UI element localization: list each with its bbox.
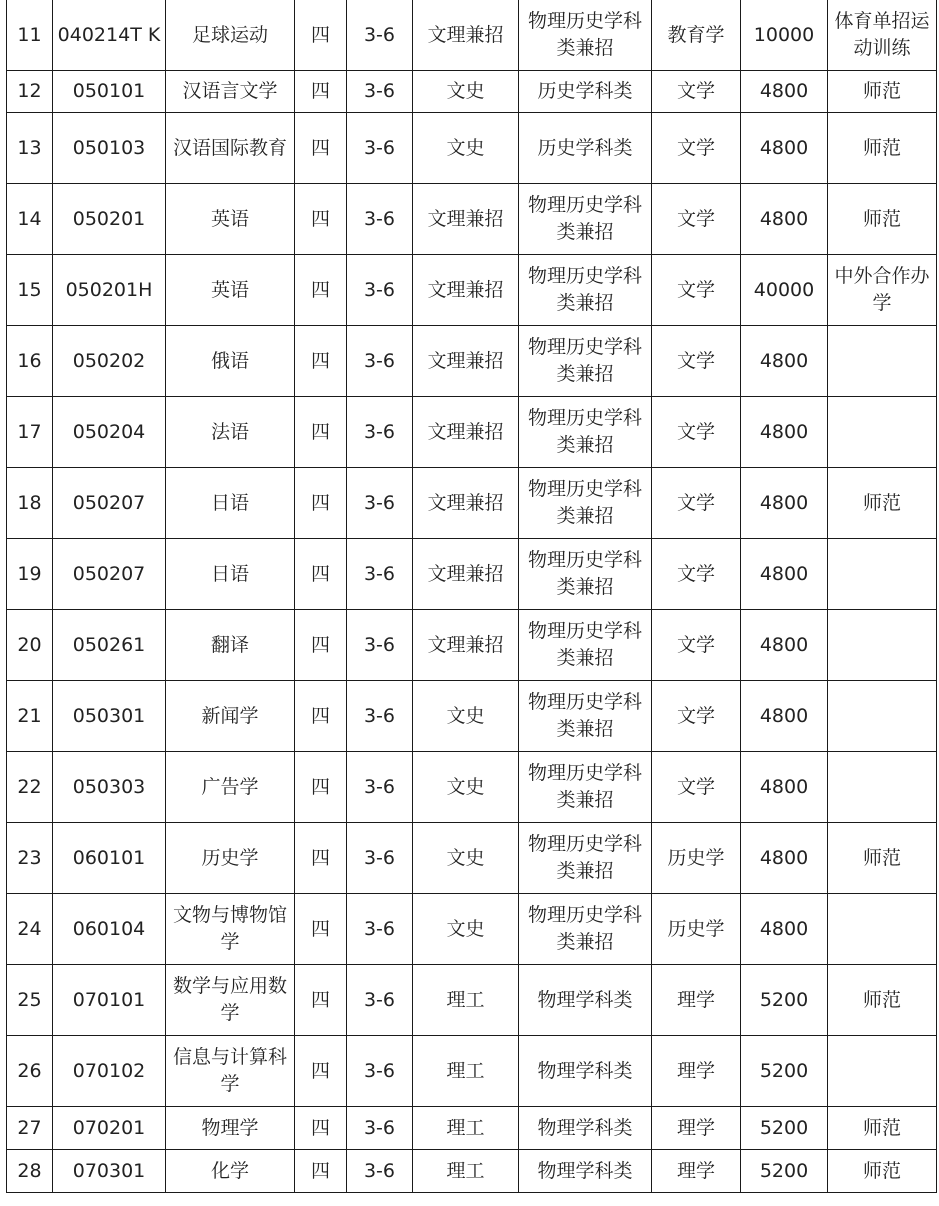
subject-requirement-cell: 物理历史学科类兼招 bbox=[519, 752, 652, 823]
tuition-cell: 10000 bbox=[741, 0, 828, 71]
admission-category-cell: 文史 bbox=[413, 71, 519, 113]
discipline-cell: 文学 bbox=[652, 255, 741, 326]
admission-category-cell: 文理兼招 bbox=[413, 539, 519, 610]
schooling-type-cell: 四 bbox=[295, 823, 347, 894]
table-row bbox=[7, 0, 937, 71]
schooling-type-cell: 四 bbox=[295, 184, 347, 255]
row-number-cell: 19 bbox=[7, 539, 53, 610]
study-duration-cell: 3-6 bbox=[347, 397, 413, 468]
schooling-type-cell: 四 bbox=[295, 610, 347, 681]
table-row bbox=[7, 468, 937, 539]
schooling-type-cell: 四 bbox=[295, 1036, 347, 1107]
table-row bbox=[7, 610, 937, 681]
major-name-cell: 数学与应用数学 bbox=[166, 965, 295, 1036]
table-row bbox=[7, 326, 937, 397]
tuition-cell: 4800 bbox=[741, 113, 828, 184]
admission-category-cell: 文理兼招 bbox=[413, 326, 519, 397]
subject-requirement-cell: 历史学科类 bbox=[519, 113, 652, 184]
major-code-cell: 050207 bbox=[53, 468, 166, 539]
major-code-cell: 070301 bbox=[53, 1150, 166, 1193]
schooling-type-cell: 四 bbox=[295, 0, 347, 71]
row-number-cell: 25 bbox=[7, 965, 53, 1036]
subject-requirement-cell: 物理历史学科类兼招 bbox=[519, 894, 652, 965]
table-row bbox=[7, 1036, 937, 1107]
study-duration-cell: 3-6 bbox=[347, 823, 413, 894]
table-row bbox=[7, 184, 937, 255]
admission-category-cell: 文史 bbox=[413, 752, 519, 823]
major-name-cell: 日语 bbox=[166, 539, 295, 610]
tuition-cell: 5200 bbox=[741, 965, 828, 1036]
major-name-cell: 历史学 bbox=[166, 823, 295, 894]
subject-requirement-cell: 物理历史学科类兼招 bbox=[519, 184, 652, 255]
note-cell bbox=[828, 397, 937, 468]
discipline-cell: 文学 bbox=[652, 184, 741, 255]
table-row bbox=[7, 823, 937, 894]
major-name-cell: 法语 bbox=[166, 397, 295, 468]
subject-requirement-cell: 物理历史学科类兼招 bbox=[519, 326, 652, 397]
row-number-cell: 26 bbox=[7, 1036, 53, 1107]
subject-requirement-cell: 物理历史学科类兼招 bbox=[519, 823, 652, 894]
study-duration-cell: 3-6 bbox=[347, 326, 413, 397]
note-cell bbox=[828, 610, 937, 681]
tuition-cell: 4800 bbox=[741, 539, 828, 610]
major-code-cell: 050261 bbox=[53, 610, 166, 681]
note-cell: 师范 bbox=[828, 1107, 937, 1150]
subject-requirement-cell: 物理学科类 bbox=[519, 1150, 652, 1193]
study-duration-cell: 3-6 bbox=[347, 0, 413, 71]
note-cell: 中外合作办学 bbox=[828, 255, 937, 326]
study-duration-cell: 3-6 bbox=[347, 1107, 413, 1150]
table-row bbox=[7, 1150, 937, 1193]
study-duration-cell: 3-6 bbox=[347, 71, 413, 113]
discipline-cell: 文学 bbox=[652, 71, 741, 113]
tuition-cell: 5200 bbox=[741, 1107, 828, 1150]
row-number-cell: 27 bbox=[7, 1107, 53, 1150]
discipline-cell: 历史学 bbox=[652, 894, 741, 965]
note-cell: 师范 bbox=[828, 468, 937, 539]
row-number-cell: 15 bbox=[7, 255, 53, 326]
schooling-type-cell: 四 bbox=[295, 326, 347, 397]
schooling-type-cell: 四 bbox=[295, 1107, 347, 1150]
admission-category-cell: 文史 bbox=[413, 681, 519, 752]
study-duration-cell: 3-6 bbox=[347, 752, 413, 823]
tuition-cell: 4800 bbox=[741, 823, 828, 894]
major-code-cell: 040214T K bbox=[53, 0, 166, 71]
note-cell bbox=[828, 681, 937, 752]
major-name-cell: 信息与计算科学 bbox=[166, 1036, 295, 1107]
subject-requirement-cell: 物理历史学科类兼招 bbox=[519, 0, 652, 71]
tuition-cell: 4800 bbox=[741, 752, 828, 823]
discipline-cell: 文学 bbox=[652, 113, 741, 184]
subject-requirement-cell: 物理历史学科类兼招 bbox=[519, 610, 652, 681]
table-row bbox=[7, 255, 937, 326]
study-duration-cell: 3-6 bbox=[347, 610, 413, 681]
table-row bbox=[7, 397, 937, 468]
subject-requirement-cell: 物理历史学科类兼招 bbox=[519, 681, 652, 752]
tuition-cell: 4800 bbox=[741, 326, 828, 397]
study-duration-cell: 3-6 bbox=[347, 1150, 413, 1193]
major-code-cell: 050301 bbox=[53, 681, 166, 752]
tuition-cell: 40000 bbox=[741, 255, 828, 326]
major-name-cell: 文物与博物馆学 bbox=[166, 894, 295, 965]
note-cell bbox=[828, 1036, 937, 1107]
row-number-cell: 14 bbox=[7, 184, 53, 255]
table-row bbox=[7, 539, 937, 610]
schooling-type-cell: 四 bbox=[295, 681, 347, 752]
row-number-cell: 24 bbox=[7, 894, 53, 965]
major-name-cell: 英语 bbox=[166, 255, 295, 326]
study-duration-cell: 3-6 bbox=[347, 184, 413, 255]
tuition-cell: 4800 bbox=[741, 397, 828, 468]
major-code-cell: 070102 bbox=[53, 1036, 166, 1107]
study-duration-cell: 3-6 bbox=[347, 255, 413, 326]
schooling-type-cell: 四 bbox=[295, 894, 347, 965]
tuition-cell: 4800 bbox=[741, 71, 828, 113]
major-code-cell: 050103 bbox=[53, 113, 166, 184]
majors-table bbox=[6, 0, 937, 1193]
row-number-cell: 23 bbox=[7, 823, 53, 894]
subject-requirement-cell: 物理学科类 bbox=[519, 965, 652, 1036]
admission-category-cell: 文史 bbox=[413, 894, 519, 965]
study-duration-cell: 3-6 bbox=[347, 894, 413, 965]
discipline-cell: 理学 bbox=[652, 1107, 741, 1150]
table-row bbox=[7, 71, 937, 113]
note-cell: 体育单招运动训练 bbox=[828, 0, 937, 71]
major-code-cell: 060101 bbox=[53, 823, 166, 894]
admission-category-cell: 文史 bbox=[413, 113, 519, 184]
major-code-cell: 050201H bbox=[53, 255, 166, 326]
row-number-cell: 21 bbox=[7, 681, 53, 752]
tuition-cell: 5200 bbox=[741, 1036, 828, 1107]
row-number-cell: 12 bbox=[7, 71, 53, 113]
study-duration-cell: 3-6 bbox=[347, 681, 413, 752]
discipline-cell: 历史学 bbox=[652, 823, 741, 894]
discipline-cell: 理学 bbox=[652, 1036, 741, 1107]
major-code-cell: 050207 bbox=[53, 539, 166, 610]
major-code-cell: 050303 bbox=[53, 752, 166, 823]
major-code-cell: 050201 bbox=[53, 184, 166, 255]
table-row bbox=[7, 894, 937, 965]
schooling-type-cell: 四 bbox=[295, 71, 347, 113]
schooling-type-cell: 四 bbox=[295, 539, 347, 610]
discipline-cell: 文学 bbox=[652, 681, 741, 752]
note-cell: 师范 bbox=[828, 1150, 937, 1193]
major-code-cell: 060104 bbox=[53, 894, 166, 965]
tuition-cell: 5200 bbox=[741, 1150, 828, 1193]
major-name-cell: 汉语言文学 bbox=[166, 71, 295, 113]
row-number-cell: 16 bbox=[7, 326, 53, 397]
study-duration-cell: 3-6 bbox=[347, 965, 413, 1036]
admission-category-cell: 文理兼招 bbox=[413, 255, 519, 326]
major-name-cell: 广告学 bbox=[166, 752, 295, 823]
study-duration-cell: 3-6 bbox=[347, 113, 413, 184]
subject-requirement-cell: 物理历史学科类兼招 bbox=[519, 397, 652, 468]
row-number-cell: 22 bbox=[7, 752, 53, 823]
note-cell: 师范 bbox=[828, 823, 937, 894]
discipline-cell: 文学 bbox=[652, 752, 741, 823]
note-cell bbox=[828, 539, 937, 610]
major-code-cell: 050202 bbox=[53, 326, 166, 397]
note-cell: 师范 bbox=[828, 113, 937, 184]
note-cell bbox=[828, 752, 937, 823]
schooling-type-cell: 四 bbox=[295, 752, 347, 823]
study-duration-cell: 3-6 bbox=[347, 539, 413, 610]
subject-requirement-cell: 物理历史学科类兼招 bbox=[519, 539, 652, 610]
tuition-cell: 4800 bbox=[741, 468, 828, 539]
major-name-cell: 物理学 bbox=[166, 1107, 295, 1150]
table-row bbox=[7, 752, 937, 823]
note-cell bbox=[828, 326, 937, 397]
table-body bbox=[7, 0, 937, 1193]
tuition-cell: 4800 bbox=[741, 610, 828, 681]
discipline-cell: 文学 bbox=[652, 539, 741, 610]
admission-category-cell: 文理兼招 bbox=[413, 0, 519, 71]
major-code-cell: 070101 bbox=[53, 965, 166, 1036]
study-duration-cell: 3-6 bbox=[347, 468, 413, 539]
discipline-cell: 文学 bbox=[652, 468, 741, 539]
subject-requirement-cell: 物理学科类 bbox=[519, 1107, 652, 1150]
tuition-cell: 4800 bbox=[741, 184, 828, 255]
schooling-type-cell: 四 bbox=[295, 965, 347, 1036]
study-duration-cell: 3-6 bbox=[347, 1036, 413, 1107]
major-name-cell: 俄语 bbox=[166, 326, 295, 397]
tuition-cell: 4800 bbox=[741, 681, 828, 752]
note-cell: 师范 bbox=[828, 184, 937, 255]
table-row bbox=[7, 681, 937, 752]
discipline-cell: 文学 bbox=[652, 326, 741, 397]
table-row bbox=[7, 1107, 937, 1150]
major-name-cell: 翻译 bbox=[166, 610, 295, 681]
row-number-cell: 11 bbox=[7, 0, 53, 71]
major-name-cell: 足球运动 bbox=[166, 0, 295, 71]
major-code-cell: 070201 bbox=[53, 1107, 166, 1150]
major-code-cell: 050204 bbox=[53, 397, 166, 468]
subject-requirement-cell: 历史学科类 bbox=[519, 71, 652, 113]
table-row bbox=[7, 965, 937, 1036]
admission-category-cell: 文理兼招 bbox=[413, 610, 519, 681]
subject-requirement-cell: 物理历史学科类兼招 bbox=[519, 468, 652, 539]
subject-requirement-cell: 物理学科类 bbox=[519, 1036, 652, 1107]
major-name-cell: 汉语国际教育 bbox=[166, 113, 295, 184]
row-number-cell: 17 bbox=[7, 397, 53, 468]
schooling-type-cell: 四 bbox=[295, 113, 347, 184]
admission-category-cell: 文理兼招 bbox=[413, 397, 519, 468]
major-name-cell: 化学 bbox=[166, 1150, 295, 1193]
admission-category-cell: 文史 bbox=[413, 823, 519, 894]
major-name-cell: 英语 bbox=[166, 184, 295, 255]
admission-category-cell: 理工 bbox=[413, 965, 519, 1036]
row-number-cell: 28 bbox=[7, 1150, 53, 1193]
tuition-cell: 4800 bbox=[741, 894, 828, 965]
row-number-cell: 20 bbox=[7, 610, 53, 681]
discipline-cell: 教育学 bbox=[652, 0, 741, 71]
admission-category-cell: 文理兼招 bbox=[413, 184, 519, 255]
discipline-cell: 理学 bbox=[652, 1150, 741, 1193]
row-number-cell: 18 bbox=[7, 468, 53, 539]
schooling-type-cell: 四 bbox=[295, 255, 347, 326]
major-code-cell: 050101 bbox=[53, 71, 166, 113]
subject-requirement-cell: 物理历史学科类兼招 bbox=[519, 255, 652, 326]
discipline-cell: 理学 bbox=[652, 965, 741, 1036]
major-name-cell: 日语 bbox=[166, 468, 295, 539]
schooling-type-cell: 四 bbox=[295, 397, 347, 468]
admission-category-cell: 理工 bbox=[413, 1107, 519, 1150]
admission-category-cell: 理工 bbox=[413, 1150, 519, 1193]
note-cell: 师范 bbox=[828, 965, 937, 1036]
row-number-cell: 13 bbox=[7, 113, 53, 184]
admission-category-cell: 理工 bbox=[413, 1036, 519, 1107]
major-name-cell: 新闻学 bbox=[166, 681, 295, 752]
note-cell bbox=[828, 894, 937, 965]
discipline-cell: 文学 bbox=[652, 397, 741, 468]
table-row bbox=[7, 113, 937, 184]
schooling-type-cell: 四 bbox=[295, 1150, 347, 1193]
admission-category-cell: 文理兼招 bbox=[413, 468, 519, 539]
note-cell: 师范 bbox=[828, 71, 937, 113]
schooling-type-cell: 四 bbox=[295, 468, 347, 539]
discipline-cell: 文学 bbox=[652, 610, 741, 681]
